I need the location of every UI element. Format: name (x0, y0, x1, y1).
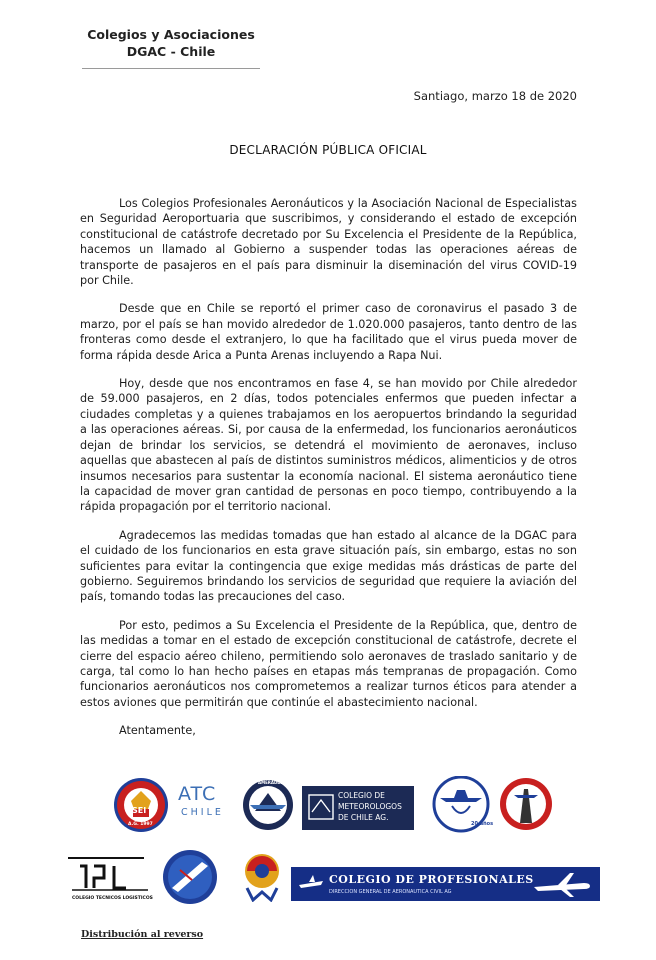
logos-row-1 (0, 775, 656, 837)
colegio-profesionales-banner (291, 867, 600, 901)
paragraph-5: Por esto, pedimos a Su Excelencia el Presidente de la República, que, dentro de las medidas a tomar en el estado de excepción constitucional de catástrofe, decrete el cierre del espacio aéreo chileno, permitiendo solo aeronaves de traslado sanitario y de carga, tal como lo han hecho países en etapas más tempranas de propagación. Como funcionarios aeronáuticos nos comprometemos a realizar turnos éticos para atender a estos aviones que permitirán que continúe el abastecimiento nacional. (80, 618, 577, 709)
sei-year: A.G. 1997 (128, 822, 153, 827)
paragraph-1: Los Colegios Profesionales Aeronáuticos y la Asociación Nacional de Especialistas en Seguridad Aeroportuaria que suscribimos, y considerando el estado de excepción constitucional de catástrofe decretado por Su Excelencia el Presidente de la República, hacemos un llamado al Gobierno a suspender todas las operaciones aéreas de transporte de pasajeros en el país para disminuir la diseminación del virus COVID-19 por Chile. (80, 197, 577, 288)
ctl-logo (66, 854, 156, 904)
circle-years: 20 años (471, 821, 494, 827)
distribution-note: Distribución al reverso (81, 929, 204, 940)
header-org-line2: DGAC - Chile (126, 44, 216, 59)
paragraph-4: Agradecemos las medidas tomadas que han estado al alcance de la DGAC para el cuidado de los funcionarios en esta grave situación país, sin embargo, estas no son suficientes para evitar la contingencia que exige medidas más drásticas de parte del gobierno. Seguiremos brindando los servicios de seguridad que requiere la aviación del país, tomando todas las precauciones del caso. (80, 528, 577, 604)
sei-logo-icon (113, 777, 169, 833)
ameradda-logo-icon (242, 779, 294, 831)
banner-aircraft-icon (297, 873, 325, 895)
banner-airliner-icon (532, 871, 592, 897)
paragraph-3: Hoy, desde que nos encontramos en fase 4, se han movido por Chile alrededor de 59.000 pasajeros, en 2 días, todos potenciales enfermos que pueden infectar a ciudades completas y a quienes trabajamos en los aeropuertos brindando la seguridad a las operaciones aéreas. Si, por causa de la enfermedad, los funcionarios aeronáuticos dejan de brindar los servicios, se detendrá el movimiento de aeronaves, incluso aquellas que abastecen al país de distintos suministros médicos, alimenticios y de otros insumos necesarios para sustentar la economía nacional. El sistema aeronáutico tiene la capacidad de mover gran cantidad de personas en poco tiempo, contribuyendo a la rápida propagación por el territorio nacional. (80, 377, 577, 514)
ctl-emblem-icon (66, 854, 156, 894)
ctl-caption: COLEGIO TECNICOS LOGISTICOS (72, 896, 153, 901)
document-title: DECLARACIÓN PÚBLICA OFICIAL (229, 143, 427, 157)
runway-logo-icon (499, 775, 553, 833)
profesionales-main: COLEGIO DE PROFESIONALES (329, 873, 534, 886)
atc-main-label: ATC (178, 783, 217, 805)
ameradda-label: AMERADDA (258, 780, 284, 785)
meteo-emblem-icon (308, 794, 334, 820)
paragraph-2: Desde que en Chile se reportó el primer caso de coronavirus el pasado 3 de marzo, por el país se han movido alrededor de 1.020.000 pasajeros, tanto dentro de las fronteras como desde el extranjero, lo que ha facilitado que el virus pueda mover de forma rápida desde Arica a Punta Arenas incluyendo a Rapa Nui. (80, 302, 577, 362)
colorful-logo-icon (239, 852, 285, 902)
header-organization (82, 26, 260, 60)
header-org-line1: Colegios y Asociaciones (87, 27, 255, 42)
header-divider (82, 68, 260, 69)
meteo-line1: COLEGIO DE (338, 791, 385, 800)
sei-label: SEI (132, 806, 147, 815)
logos-row-2 (0, 848, 656, 908)
meteo-line2: METEOROLOGOS (338, 802, 402, 811)
circle-aircraft-logo-icon (430, 776, 492, 834)
meteorologos-logo (302, 786, 414, 830)
atc-chile-logo (176, 783, 234, 827)
blue-circle-logo-icon (162, 848, 218, 906)
document-date: Santiago, marzo 18 de 2020 (413, 89, 577, 103)
document-body (80, 196, 577, 752)
closing: Atentamente, (119, 724, 196, 738)
meteo-line3: DE CHILE AG. (338, 813, 389, 822)
profesionales-sub: DIRECCION GENERAL DE AERONAUTICA CIVIL AG (329, 889, 452, 895)
atc-sub-label: CHILE (181, 807, 224, 818)
